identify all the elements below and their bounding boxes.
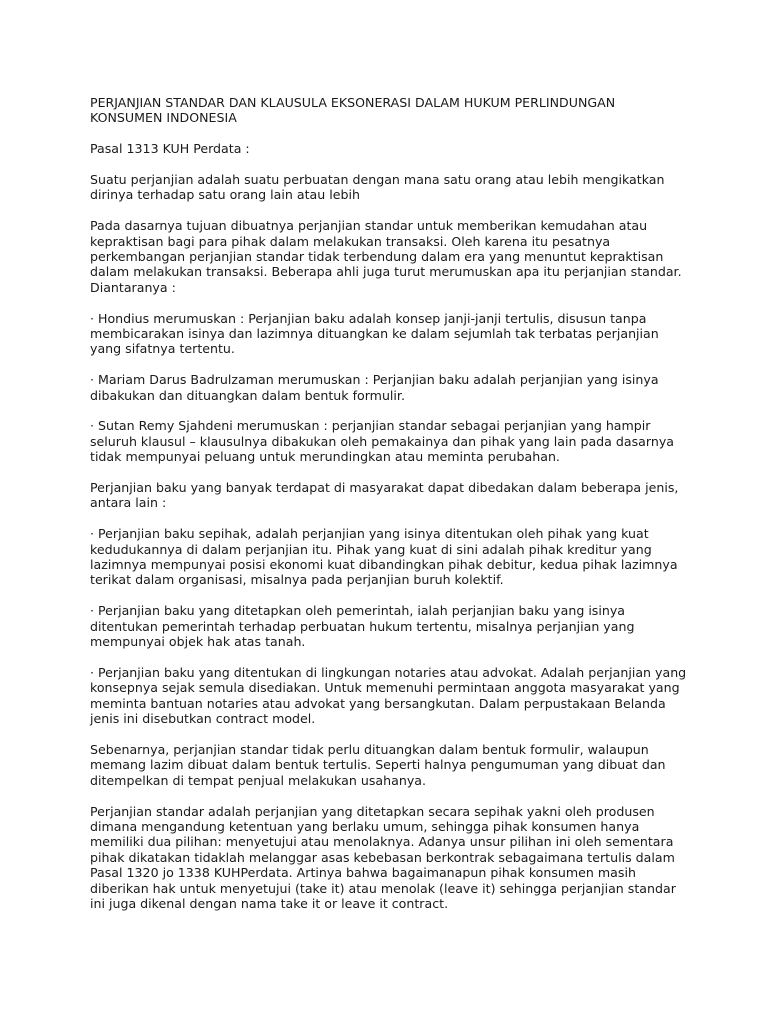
- document-title: PERJANJIAN STANDAR DAN KLAUSULA EKSONERASI DALAM HUKUM PERLINDUNGAN KONSUMEN INDONESIA: [90, 95, 616, 126]
- article-reference: Pasal 1313 KUH Perdata :: [90, 141, 250, 157]
- bullet-type-pemerintah: · Perjanjian baku yang ditetapkan oleh pemerintah, ialah perjanjian baku yang isinya ditentukan pemerintah terhadap perbuatan hukum tertentu, misalnya perjanjian yang mempunyai objek hak atas tanah.: [90, 603, 635, 650]
- paragraph-purpose: Pada dasarnya tujuan dibuatnya perjanjian standar untuk memberikan kemudahan atau kepraktisan bagi para pihak dalam melakukan transaksi. Oleh karena itu pesatnya perkembangan perjanjian standar tidak terbendung dalam era yang menuntut kepraktisan dalam melakukan transaksi. Beberapa ahli juga turut merumuskan apa itu perjanjian standar. Diantaranya :: [90, 218, 682, 295]
- paragraph-definition: Suatu perjanjian adalah suatu perbuatan dengan mana satu orang atau lebih mengikatkan dirinya terhadap satu orang lain atau lebih: [90, 172, 665, 203]
- bullet-type-notaries: · Perjanjian baku yang ditentukan di lingkungan notaries atau advokat. Adalah perjanjian yang konsepnya sejak semula disediakan. Untuk memenuhi permintaan anggota masyarakat yang meminta bantuan notaries atau advokat yang bersangkutan. Dalam perpustakaan Belanda jenis ini disebutkan contract model.: [90, 664, 687, 727]
- bullet-type-sepihak: · Perjanjian baku sepihak, adalah perjanjian yang isinya ditentukan oleh pihak yang kuat kedudukannya di dalam perjanjian itu. Pihak yang kuat di sini adalah pihak kreditur yang lazimnya mempunyai posisi ekonomi kuat dibandingkan pihak debitur, kedua pihak lazimnya terikat dalam organisasi, misalnya pada perjanjian buruh kolektif.: [90, 526, 678, 588]
- paragraph-types-intro: Perjanjian baku yang banyak terdapat di masyarakat dapat dibedakan dalam beberapa jenis, antara lain :: [90, 480, 679, 511]
- paragraph-take-it-or-leave-it: Perjanjian standar adalah perjanjian yang ditetapkan secara sepihak yakni oleh produsen dimana mengandung ketentuan yang berlaku umum, sehingga pihak konsumen hanya memiliki dua pilihan: menyetujui atau menolaknya. Adanya unsur pilihan ini oleh sementara pihak dikatakan tidaklah melanggar asas kebebasan berkontrak sebagaimana tertulis dalam Pasal 1320 jo 1338 KUHPerdata. Artinya bahwa bagaimanapun pihak konsumen masih diberikan hak untuk menyetujui (take it) atau menolak (leave it) sehingga perjanjian standar ini juga dikenal dengan nama take it or leave it contract.: [90, 803, 676, 911]
- paragraph-form: Sebenarnya, perjanjian standar tidak perlu dituangkan dalam bentuk formulir, walaupun memang lazim dibuat dalam bentuk tertulis. Seperti halnya pengumuman yang dibuat dan ditempelkan di tempat penjual melakukan usahanya.: [90, 741, 666, 788]
- bullet-hondius: · Hondius merumuskan : Perjanjian baku adalah konsep janji-janji tertulis, disusun tanpa membicarakan isinya dan lazimnya dituangkan ke dalam sejumlah tak terbatas perjanjian yang sifatnya tertentu.: [90, 310, 659, 357]
- document-page: [90, 95, 690, 927]
- bullet-mariam-darus: · Mariam Darus Badrulzaman merumuskan : Perjanjian baku adalah perjanjian yang isinya dibakukan dan dituangkan dalam bentuk formulir.: [90, 372, 659, 403]
- bullet-sutan-remy: · Sutan Remy Sjahdeni merumuskan : perjanjian standar sebagai perjanjian yang hampir seluruh klausul – klausulnya dibakukan oleh pemakainya dan pihak yang lain pada dasarnya tidak mempunyai peluang untuk merundingkan atau meminta perubahan.: [90, 418, 674, 465]
